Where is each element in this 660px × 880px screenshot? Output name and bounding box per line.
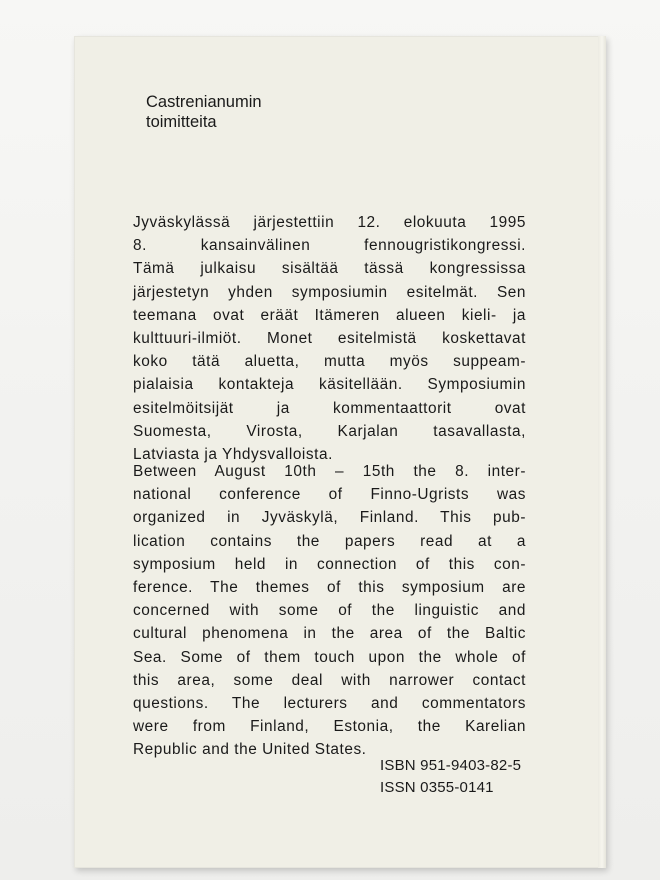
finnish-line: kulttuuri-ilmiöt. Monet esitelmistä koskettavat [133, 330, 526, 348]
english-line: were from Finland, Estonia, the Karelian [133, 718, 526, 736]
book-back-cover [74, 36, 606, 868]
finnish-line: Latviasta ja Yhdysvalloista. [133, 446, 333, 464]
issn-code: ISSN 0355-0141 [380, 779, 494, 796]
cover-edge [598, 36, 606, 868]
english-description [133, 460, 526, 762]
english-line: cultural phenomena in the area of the Baltic [133, 625, 526, 643]
english-line: ference. The themes of this symposium are [133, 579, 526, 597]
finnish-description [133, 211, 526, 466]
english-line: organized in Jyväskylä, Finland. This pub- [133, 509, 526, 527]
finnish-line: Jyväskylässä järjestettiin 12. elokuuta 1995 [133, 214, 526, 231]
finnish-line: esitelmöitsijät ja kommentaattorit ovat [133, 399, 526, 417]
english-line: this area, some deal with narrower contact [133, 671, 526, 689]
english-line: national conference of Finno-Ugrists was [133, 486, 526, 504]
english-line: Sea. Some of them touch upon the whole of [133, 648, 526, 666]
finnish-line: järjestetyn yhden symposiumin esitelmät. Sen [133, 283, 526, 301]
english-line: Republic and the United States. [133, 741, 367, 759]
series-title-line-1: Castrenianumin [146, 93, 262, 111]
finnish-line: Suomesta, Virosta, Karjalan tasavallasta, [133, 422, 526, 440]
finnish-line: 8. kansainvälinen fennougristikongressi. [133, 237, 526, 255]
finnish-line: Tämä julkaisu sisältää tässä kongressissa [133, 260, 526, 278]
isbn-code: ISBN 951-9403-82-5 [380, 757, 522, 774]
publication-codes [380, 755, 521, 799]
finnish-line: teemana ovat eräät Itämeren alueen kieli- ja [133, 306, 526, 324]
english-line: questions. The lecturers and commentators [133, 695, 526, 713]
series-title-line-2: toimitteita [146, 113, 217, 131]
series-title [146, 92, 262, 132]
english-line: Between August 10th – 15th the 8. inter- [133, 463, 526, 480]
english-line: lication contains the papers read at a [133, 532, 526, 550]
finnish-line: pialaisia kontakteja käsitellään. Symposiumin [133, 376, 526, 394]
finnish-line: koko tätä aluetta, mutta myös suppeam- [133, 353, 526, 371]
english-line: concerned with some of the linguistic and [133, 602, 526, 620]
english-line: symposium held in connection of this con- [133, 555, 526, 573]
